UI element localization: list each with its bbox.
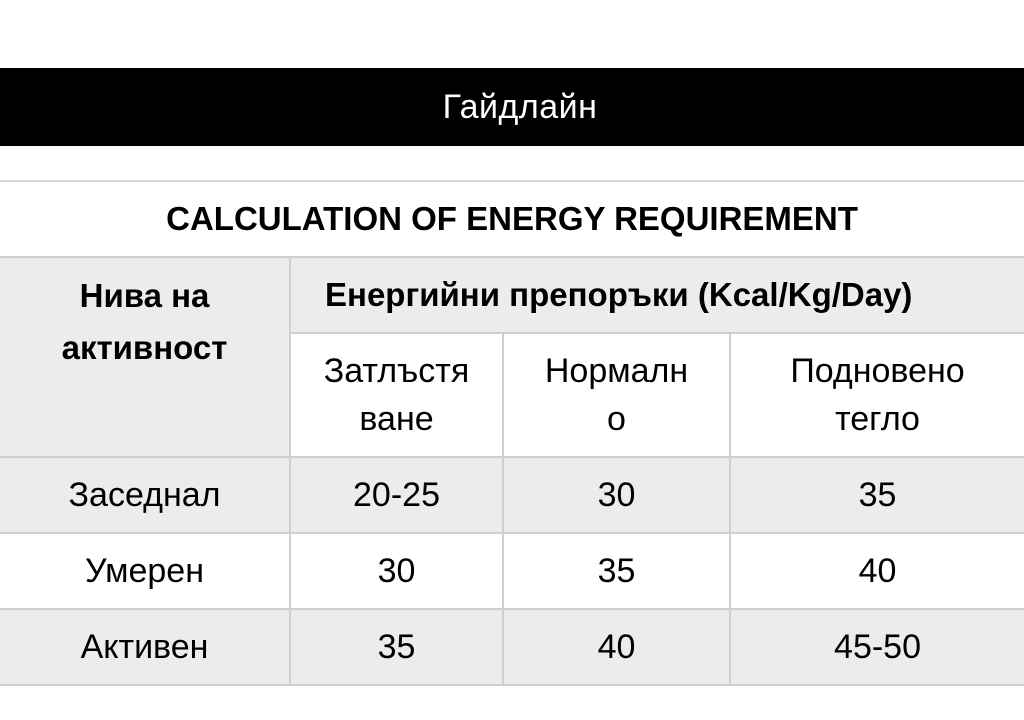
table-header-row xyxy=(0,257,1024,333)
table-row xyxy=(0,533,1024,609)
energy-requirement-table xyxy=(0,180,1024,686)
table-row xyxy=(0,609,1024,685)
energy-recommendations-header: Енергийни препоръки (Kcal/Kg/Day) xyxy=(290,257,1024,333)
subheader-normal-line1: Нормалн xyxy=(544,352,689,390)
header-bar xyxy=(0,68,1024,146)
subheader-obesity-line2: ване xyxy=(359,400,434,438)
page-title: Гайдлайн xyxy=(442,87,598,126)
row-value-obesity: 35 xyxy=(290,609,503,685)
row-value-obesity: 20-25 xyxy=(290,457,503,533)
row-value-underweight: 35 xyxy=(730,457,1024,533)
row-level-label: Умерен xyxy=(0,533,290,609)
subheader-obesity xyxy=(290,333,503,457)
activity-level-header-line2: активност xyxy=(61,329,228,366)
row-level-label: Активен xyxy=(0,609,290,685)
row-level-label: Заседнал xyxy=(0,457,290,533)
row-value-normal: 30 xyxy=(503,457,730,533)
table-caption: CALCULATION OF ENERGY REQUIREMENT xyxy=(0,181,1024,257)
energy-table-container xyxy=(0,180,1024,686)
subheader-normal-line2: о xyxy=(607,400,626,438)
row-value-underweight: 40 xyxy=(730,533,1024,609)
row-value-underweight: 45-50 xyxy=(730,609,1024,685)
activity-level-header xyxy=(0,257,290,457)
row-value-obesity: 30 xyxy=(290,533,503,609)
table-caption-row xyxy=(0,181,1024,257)
table-row xyxy=(0,457,1024,533)
row-value-normal: 40 xyxy=(503,609,730,685)
subheader-underweight-line1: Подновено xyxy=(790,352,965,390)
activity-level-header-line1: Нива на xyxy=(79,277,210,314)
subheader-normal xyxy=(503,333,730,457)
subheader-obesity-line1: Затлъстя xyxy=(323,352,470,390)
subheader-underweight xyxy=(730,333,1024,457)
row-value-normal: 35 xyxy=(503,533,730,609)
subheader-underweight-line2: тегло xyxy=(835,400,920,438)
